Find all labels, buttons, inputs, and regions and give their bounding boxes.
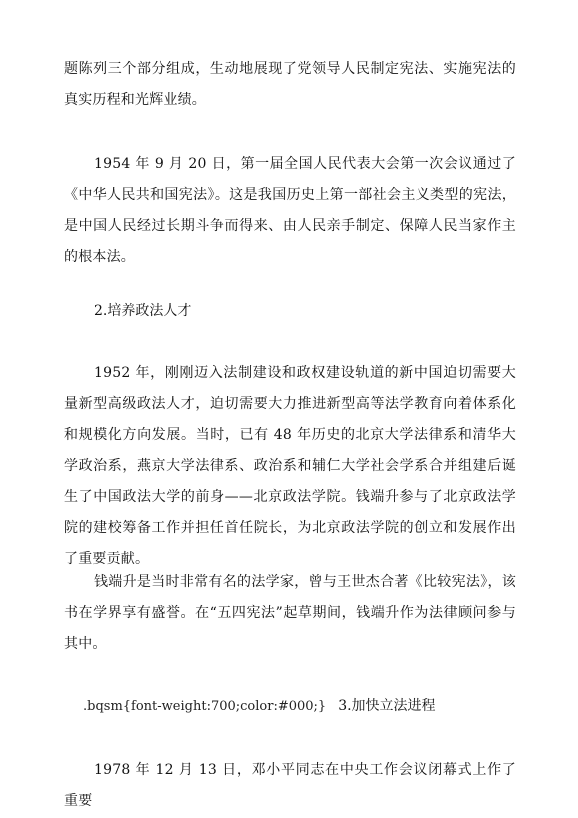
paragraph-intro-continuation: 题陈列三个部分组成，生动地展现了党领导人民制定宪法、实施宪法的真实历程和光辉业绩。 — [64, 61, 516, 108]
paragraph-qian-duansheng: 钱端升是当时非常有名的法学家，曾与王世杰合著《比较宪法》，该书在学界享有盛誉。在“五四宪法”起草期间，钱端升作为法律顾问参与其中。 — [64, 574, 516, 652]
section-heading-legislation — [83, 691, 535, 722]
leaked-css-text: .bqsm{font-weight:700;color:#000;} — [83, 699, 327, 714]
paragraph-1954-constitution: 1954 年 9 月 20 日，第一届全国人民代表大会第一次会议通过了《中华人民共和国宪法》。这是我国历史上第一部社会主义类型的宪法，是中国人民经过长期斗争而得来、由人民亲手制定、保障人民当家作主的根本法。 — [64, 156, 516, 265]
section-heading-legislation-label: 3.加快立法进程 — [338, 698, 436, 714]
paragraph-1978-conference: 1978 年 12 月 13 日，邓小平同志在中央工作会议闭幕式上作了重要 — [64, 762, 516, 809]
section-heading-cultivate-talent: 2.培养政法人才 — [94, 303, 192, 319]
paragraph-beijing-politics-law-college: 1952 年，刚刚迈入法制建设和政权建设轨道的新中国迫切需要大量新型高级政法人才，迫切需要大力推进新型高等法学教育向着体系化和规模化方向发展。当时，已有 48 年历史的北京大学法律系和清华大学政治系，燕京大学法律系、政治系和辅仁大学社会学系合并组建后诞生了中国政法大学的前身——北京政法学院。钱端升参与了北京政法学院的建校筹备工作并担任首任院长，为北京政法学院的创立和发展作出了重要贡献。 — [64, 365, 516, 567]
